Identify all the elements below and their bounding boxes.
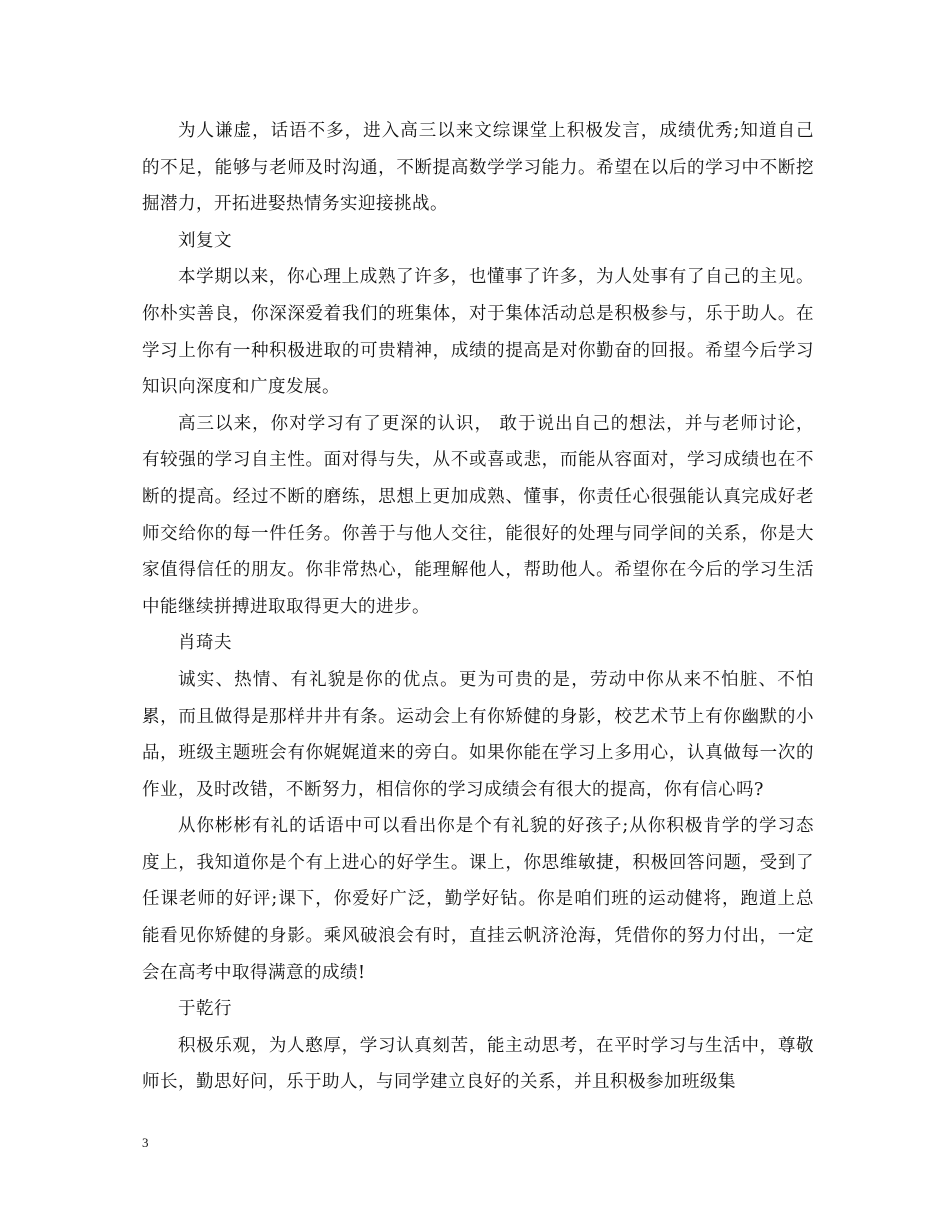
- paragraph: 从你彬彬有礼的话语中可以看出你是个有礼貌的好孩子;从你积极肯学的学习态度上，我知道你是个有上进心的好学生。课上，你思维敏捷，积极回答问题，受到了任课老师的好评;课下，你爱好广泛，勤学好钻。你是咱们班的运动健将，跑道上总能看见你矫健的身影。乘风破浪会有时，直挂云帆济沧海，凭借你的努力付出，一定会在高考中取得满意的成绩!: [142, 816, 814, 983]
- paragraph: 积极乐观，为人憨厚，学习认真刻苦，能主动思考，在平时学习与生活中，尊敬师长，勤思好问，乐于助人，与同学建立良好的关系，并且积极参加班级集: [142, 1035, 814, 1093]
- paragraph: 为人谦虚，话语不多，进入高三以来文综课堂上积极发言，成绩优秀;知道自己的不足，能够与老师及时沟通，不断提高数学学习能力。希望在以后的学习中不断挖掘潜力，开拓进娶热情务实迎接挑战。: [142, 121, 814, 215]
- paragraph: 高三以来，你对学习有了更深的认识， 敢于说出自己的想法，并与老师讨论，有较强的学习自主性。面对得与失，从不或喜或悲，而能从容面对，学习成绩也在不断的提高。经过不断的磨练，思想上更加成熟、懂事，你责任心很强能认真完成好老师交给你的每一件任务。你善于与他人交往，能很好的处理与同学间的关系，你是大家值得信任的朋友。你非常热心，能理解他人，帮助他人。希望你在今后的学习生活中能继续拼搏进取取得更大的进步。: [142, 413, 814, 617]
- paragraph: 诚实、热情、有礼貌是你的优点。更为可贵的是，劳动中你从来不怕脏、不怕累，而且做得是那样井井有条。运动会上有你矫健的身影，校艺术节上有你幽默的小品，班级主题班会有你娓娓道来的旁白。如果你能在学习上多用心，认真做每一次的作业，及时改错，不断努力，相信你的学习成绩会有很大的提高，你有信心吗?: [142, 669, 814, 800]
- page-number: 3: [142, 1135, 149, 1150]
- student-name: 刘复文: [178, 230, 232, 251]
- document-body: [142, 113, 814, 1101]
- paragraph: 本学期以来，你心理上成熟了许多，也懂事了许多，为人处事有了自己的主见。你朴实善良，你深深爱着我们的班集体，对于集体活动总是积极参与，乐于助人。在学习上你有一种积极进取的可贵精神，成绩的提高是对你勤奋的回报。希望今后学习知识向深度和广度发展。: [142, 267, 814, 398]
- student-name: 肖琦夫: [178, 633, 232, 654]
- student-name: 于乾行: [178, 999, 232, 1020]
